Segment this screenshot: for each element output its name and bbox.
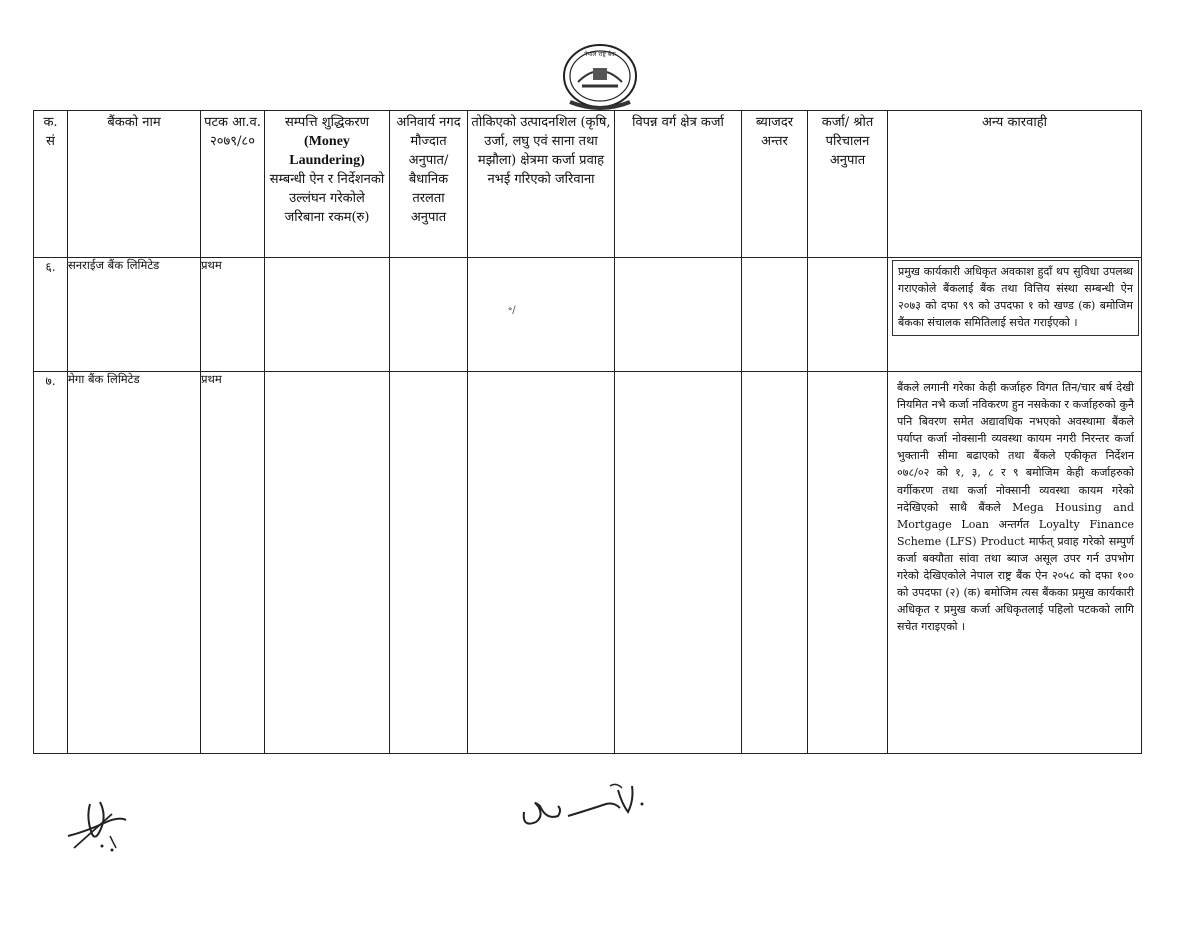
row-productive-cell	[468, 258, 615, 372]
row-spread-cell	[742, 258, 808, 372]
row-bank-name: सनराईज बैंक लिमिटेड	[68, 258, 201, 372]
row-bank-name: मेगा बैंक लिमिटेड	[68, 372, 201, 754]
row-spread-cell	[742, 372, 808, 754]
row-other-action	[888, 372, 1142, 754]
seal-label: नेपाल राष्ट्र बैंक	[584, 51, 616, 58]
row-crr-cell	[390, 372, 468, 754]
remark-text: बैंकले लगानी गरेका केही कर्जाहरु विगत तिन/चार बर्ष देखी नियमित नभै कर्जा नविकरण हुन नसकेका र कर्जाहरुको कुनै पनि बिवरण समेत अद्यावधिक नभएको अवस्थामा बैंकले पर्याप्त कर्जा नोक्सानी व्यवस्था कायम नगरी निरन्तर कर्जा भुक्तानी सीमा बढाएको तथा बैंकले एकीकृत निर्देशन ०७८/०२ को १, ३, ८ र ९ बमोजिम केही कर्जाहरुको वर्गीकरण तथा कर्जा नोक्सानी व्यवस्था कायम गरेको नदेखिएको साथै बैंकले Mega Housing and Mortgage Loan अन्तर्गत Loyalty Finance Scheme (LFS) Product मार्फत् प्रवाह गरेको सम्पुर्ण कर्जा बक्यौता सांवा तथा ब्याज असूल उपर गर्न उपभोग गरेको देखिएकोले नेपाल राष्ट्र बैंक ऐन २०५८ को दफा १०० को उपदफा (२) (क) बमोजिम त्यस बैंकका प्रमुख कार्यकारी अधिकृत र प्रमुख कर्जा अधिकृतलाई पहिलो पटकको लागि सचेत गराइएको ।	[897, 381, 1134, 634]
row-deprived-cell	[615, 372, 742, 754]
row-times: प्रथम	[201, 258, 265, 372]
signature-left	[62, 796, 132, 856]
row-cd-cell	[808, 372, 888, 754]
header-times: पटक आ.व. २०७९/८०	[201, 111, 265, 258]
row-other-action	[888, 258, 1142, 372]
header-crr-slr: अनिवार्य नगद मौज्दात अनुपात/ बैधानिक तरलता अनुपात	[390, 111, 468, 258]
row-crr-cell	[390, 258, 468, 372]
row-sn: ६.	[34, 258, 68, 372]
row-cd-cell	[808, 258, 888, 372]
row-productive-cell	[468, 372, 615, 754]
header-productive-sector: तोकिएको उत्पादनशिल (कृषि, उर्जा, लघु एवं साना तथा मझौला) क्षेत्रमा कर्जा प्रवाह नभई गरिएको जरिवाना	[468, 111, 615, 258]
header-deprived-sector: विपन्न वर्ग क्षेत्र कर्जा	[615, 111, 742, 258]
row-ml-cell	[265, 372, 390, 754]
header-money-laundering: सम्पत्ति शुद्धिकरण (Money Laundering) सम्बन्धी ऐन र निर्देशनको उल्लंघन गरेकोले जरिबाना रकम(रु)	[265, 111, 390, 258]
row-times: प्रथम	[201, 372, 265, 754]
header-other-action: अन्य कारवाही	[888, 111, 1142, 258]
row-deprived-cell	[615, 258, 742, 372]
header-bank-name: बैंकको नाम	[68, 111, 201, 258]
signature-right	[518, 776, 658, 836]
row-ml-cell	[265, 258, 390, 372]
nrb-seal-logo	[560, 42, 640, 114]
penalty-table	[33, 110, 1142, 754]
header-sn: क. सं	[34, 111, 68, 258]
table-row	[34, 372, 1142, 754]
stray-mark: ॰/	[508, 305, 516, 316]
header-cd-ratio: कर्जा/ श्रोत परिचालन अनुपात	[808, 111, 888, 258]
header-row	[34, 111, 1142, 258]
row-sn: ७.	[34, 372, 68, 754]
table-row	[34, 258, 1142, 372]
remark-text: प्रमुख कार्यकारी अधिकृत अवकाश हुदाँ थप सुविधा उपलब्ध गराएकोले बैंकलाई बैंक तथा वित्तिय संस्था सम्बन्धी ऐन २०७३ को दफा ९९ को उपदफा १ को खण्ड (क) बमोजिम बैंकका संचालक समितिलाई सचेत गराईएको ।	[892, 260, 1139, 336]
header-interest-spread: ब्याजदर अन्तर	[742, 111, 808, 258]
